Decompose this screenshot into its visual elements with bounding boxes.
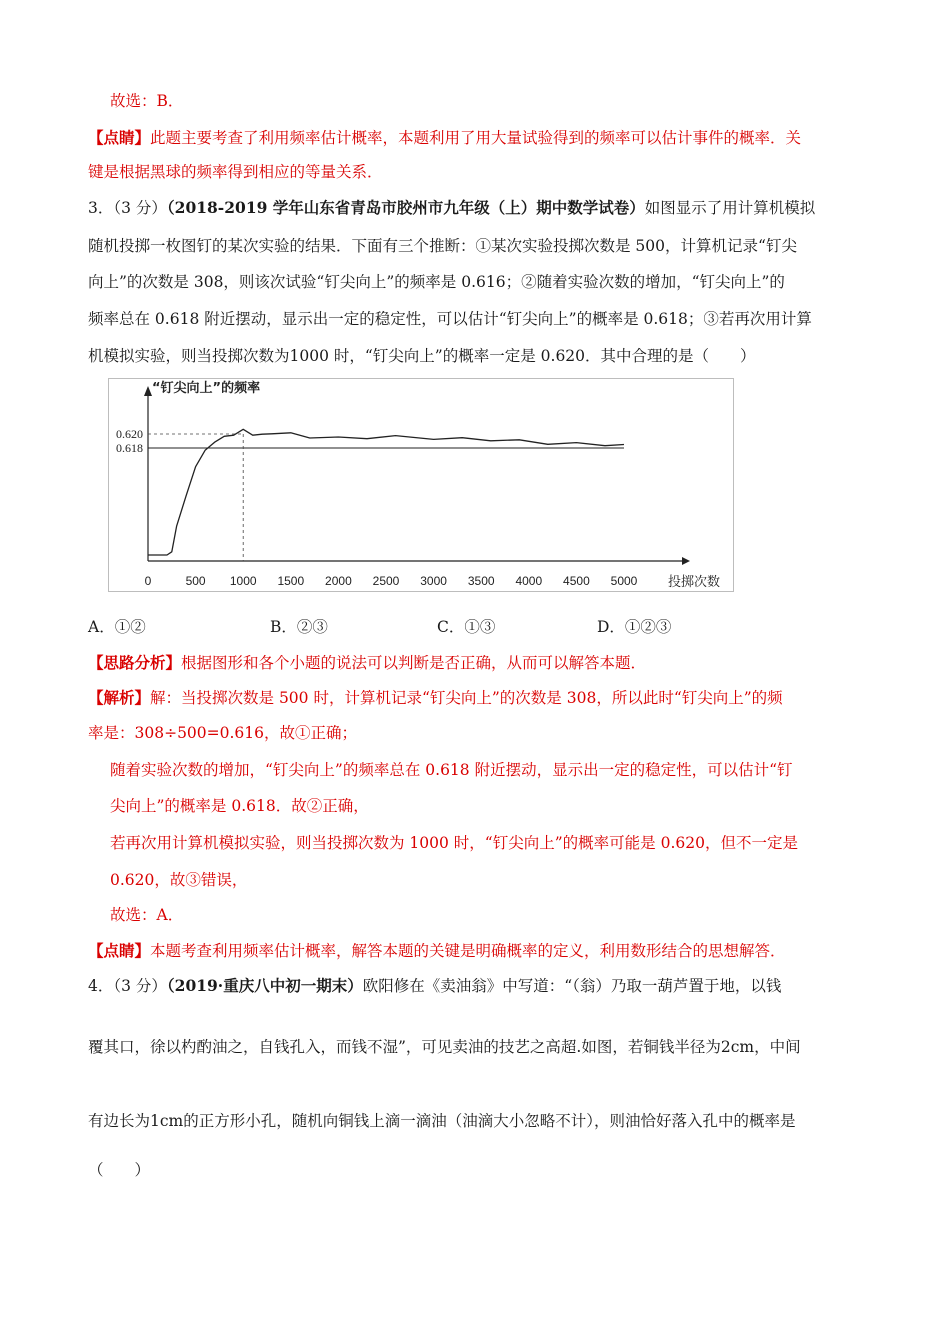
q3-solution-tag: 【解析】 (88, 688, 151, 707)
q3-stem-line-1 (88, 197, 868, 219)
q4-score: （3 分） (113, 977, 167, 995)
x-tick-label: 500 (185, 574, 206, 588)
q3-stem-line-3: 向上”的次数是 308，则该次试验“钉尖向上”的频率是 0.616；②随着实验次数的增加，“钉尖向上”的 (88, 273, 785, 291)
q4-number: 4． (88, 977, 114, 995)
q3-solution-text-1: 解：当投掷次数是 500 时，计算机记录“钉尖向上”的次数是 308，所以此时“钉尖向上”的频 (150, 689, 783, 707)
y-tick-label: 0.620 (116, 427, 143, 441)
q3-solution-line-1 (88, 687, 868, 709)
q3-stem-line-5: 机模拟实验，则当投掷次数为1000 时，“钉尖向上”的概率一定是 0.620．其中合理的是（ ） (88, 347, 756, 365)
x-axis-arrow (682, 557, 690, 565)
q3-comment-tag: 【点睛】 (88, 941, 151, 960)
frequency-chart (108, 378, 734, 592)
q2-comment-line-1 (88, 127, 868, 149)
x-tick-label: 1500 (277, 574, 305, 588)
q3-solution-line-6: 0.620，故③错误， (110, 871, 248, 889)
q3-solution-line-2: 率是：308÷500=0.616，故①正确； (88, 724, 358, 742)
q4-stem-line-2: 覆其口，徐以杓酌油之，自钱孔入，而钱不湿”，可见卖油的技艺之高超.如图，若铜钱半径为2cm，中间 (88, 1038, 801, 1056)
frequency-chart-svg (108, 378, 734, 592)
x-tick-label: 2000 (325, 574, 352, 588)
q2-comment-tag: 【点睛】 (88, 128, 151, 147)
q2-answer-line: 故选：B． (110, 92, 184, 110)
x-tick-label: 3500 (467, 574, 495, 588)
q4-stem-text-1: 欧阳修在《卖油翁》中写道：“（翁）乃取一葫芦置于地，以钱 (362, 977, 782, 995)
y-axis-arrow (144, 386, 152, 396)
x-tick-label: 0 (144, 574, 152, 588)
x-tick-label: 3000 (420, 574, 447, 588)
q2-comment-line-2: 键是根据黑球的频率得到相应的等量关系． (88, 163, 383, 181)
q4-source: （2019·重庆八中初一期末） (166, 976, 363, 995)
x-tick-label: 4500 (563, 574, 590, 588)
x-tick-label: 4000 (515, 574, 543, 588)
q3-source: （2018-2019 学年山东省青岛市胶州市九年级（上）期中数学试卷） (166, 198, 645, 217)
q3-comment-text: 本题考查利用频率估计概率，解答本题的关键是明确概率的定义，利用数形结合的思想解答． (150, 942, 786, 960)
q3-comment-line (88, 940, 868, 962)
q3-option-a: A．①② (88, 618, 146, 636)
x-axis-title: 投掷次数 (668, 575, 721, 590)
y-axis-title: “钉尖向上”的频率 (152, 381, 261, 396)
q3-option-d: D．①②③ (597, 618, 672, 636)
q3-analysis-line (88, 652, 868, 674)
q3-number: 3． (88, 199, 114, 217)
q3-solution-line-5: 若再次用计算机模拟实验，则当投掷次数为 1000 时，“钉尖向上”的概率可能是 0.620，但不一定是 (110, 834, 798, 852)
q3-stem-text-1: 如图显示了用计算机模拟 (644, 199, 816, 217)
chart-frame (109, 379, 734, 592)
q2-comment-text-1: 此题主要考查了利用频率估计概率，本题利用了用大量试验得到的频率可以估计事件的概率．关 (150, 129, 802, 147)
y-tick-label: 0.618 (116, 441, 143, 455)
q4-stem-line-1 (88, 975, 868, 997)
x-tick-label: 2500 (372, 574, 400, 588)
q3-stem-line-4: 频率总在 0.618 附近摆动，显示出一定的稳定性，可以估计“钉尖向上”的概率是 0.618；③若再次用计算 (88, 310, 812, 328)
q3-score: （3 分） (113, 199, 167, 217)
q3-option-c: C．①③ (437, 618, 496, 636)
q4-stem-line-3: 有边长为1cm的正方形小孔，随机向铜钱上滴一滴油（油滴大小忽略不计），则油恰好落入孔中的概率是 (88, 1112, 796, 1130)
q3-solution-line-4: 尖向上”的概率是 0.618．故②正确， (110, 797, 369, 815)
q3-analysis-tag: 【思路分析】 (88, 653, 182, 672)
q4-stem-line-4: （ ） (88, 1161, 151, 1179)
q3-stem-line-2: 随机投掷一枚图钉的某次实验的结果．下面有三个推断：①某次实验投掷次数是 500，计算机记录“钉尖 (88, 237, 797, 255)
q3-solution-line-3: 随着实验次数的增加，“钉尖向上”的频率总在 0.618 附近摆动，显示出一定的稳定性，可以估计“钉 (110, 761, 793, 779)
q3-option-b: B．②③ (270, 618, 328, 636)
q3-answer-line: 故选：A． (110, 906, 184, 924)
x-tick-label: 5000 (610, 574, 638, 588)
x-tick-label: 1000 (229, 574, 257, 588)
q3-analysis-text: 根据图形和各个小题的说法可以判断是否正确，从而可以解答本题． (181, 654, 647, 672)
